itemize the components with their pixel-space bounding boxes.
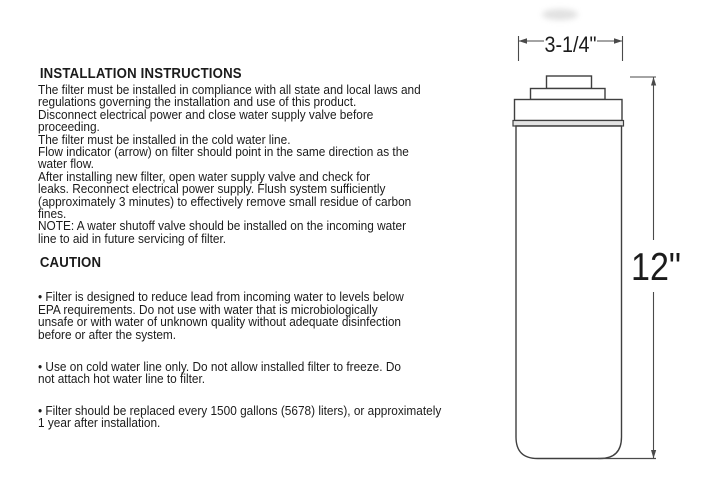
text-line: fines. <box>38 206 67 222</box>
filter-cartridge-diagram <box>500 30 700 470</box>
text-line: line to aid in future servicing of filter. <box>38 230 227 246</box>
text-line: (approximately 3 minutes) to effectively remove small residue of carbon <box>38 193 412 209</box>
installation-heading: INSTALLATION INSTRUCTIONS <box>39 66 242 82</box>
text-line: Disconnect electrical power and close water supply valve before <box>38 106 374 122</box>
text-line: leaks. Reconnect electrical power supply. Flush system sufficiently <box>38 181 386 197</box>
height-arrow-top <box>651 77 656 86</box>
text-line: 1 year after installation. <box>38 415 161 431</box>
text-line: After installing new filter, open water supply valve and check for <box>38 168 371 184</box>
text-line: The filter must be installed in the cold water line. <box>38 131 291 147</box>
text-line: • Filter should be replaced every 1500 gallons (5678) liters), or approximately <box>38 402 442 418</box>
caution-paragraph-cold-water <box>38 358 466 387</box>
filter-cap-base-step <box>515 100 623 121</box>
text-line: proceeding. <box>38 119 100 135</box>
filter-cap-middle-step <box>531 89 606 100</box>
filter-cartridge <box>513 76 624 459</box>
text-line: EPA requirements. Do not use with water that is microbiologically <box>38 301 378 317</box>
text-line: • Use on cold water line only. Do not allow installed filter to freeze. Do <box>38 358 401 374</box>
text-line: Flow indicator (arrow) on filter should point in the same direction as the <box>38 144 409 160</box>
caution-paragraph-lead-reduction <box>38 291 466 341</box>
width-arrow-left <box>519 38 528 43</box>
text-line: before or after the system. <box>38 326 177 342</box>
caution-paragraph-replacement <box>38 402 466 431</box>
text-line: The filter must be installed in compliance with all state and local laws and <box>38 82 421 97</box>
filter-body <box>516 126 622 459</box>
width-dimension-label: 3-1/4" <box>544 32 597 57</box>
text-line: unsafe or with water of unknown quality without adequate disinfection <box>38 314 402 330</box>
caution-heading: CAUTION <box>39 255 102 272</box>
text-line: not attach hot water line to filter. <box>38 371 206 387</box>
filter-collar-ring <box>513 121 624 127</box>
text-line: • Filter is designed to reduce lead from incoming water to levels below <box>38 289 404 305</box>
height-dimension-label: 12" <box>631 246 681 289</box>
text-column <box>38 66 466 430</box>
height-arrow-bottom <box>651 450 656 459</box>
width-arrow-right <box>614 38 623 43</box>
scan-smudge-artifact <box>542 9 578 20</box>
text-line: water flow. <box>38 156 94 172</box>
text-line: regulations governing the installation and use of this product. <box>38 94 357 110</box>
installation-body <box>38 84 466 245</box>
filter-cap-top-step <box>547 76 592 89</box>
text-line: NOTE: A water shutoff valve should be installed on the incoming water <box>38 218 407 234</box>
